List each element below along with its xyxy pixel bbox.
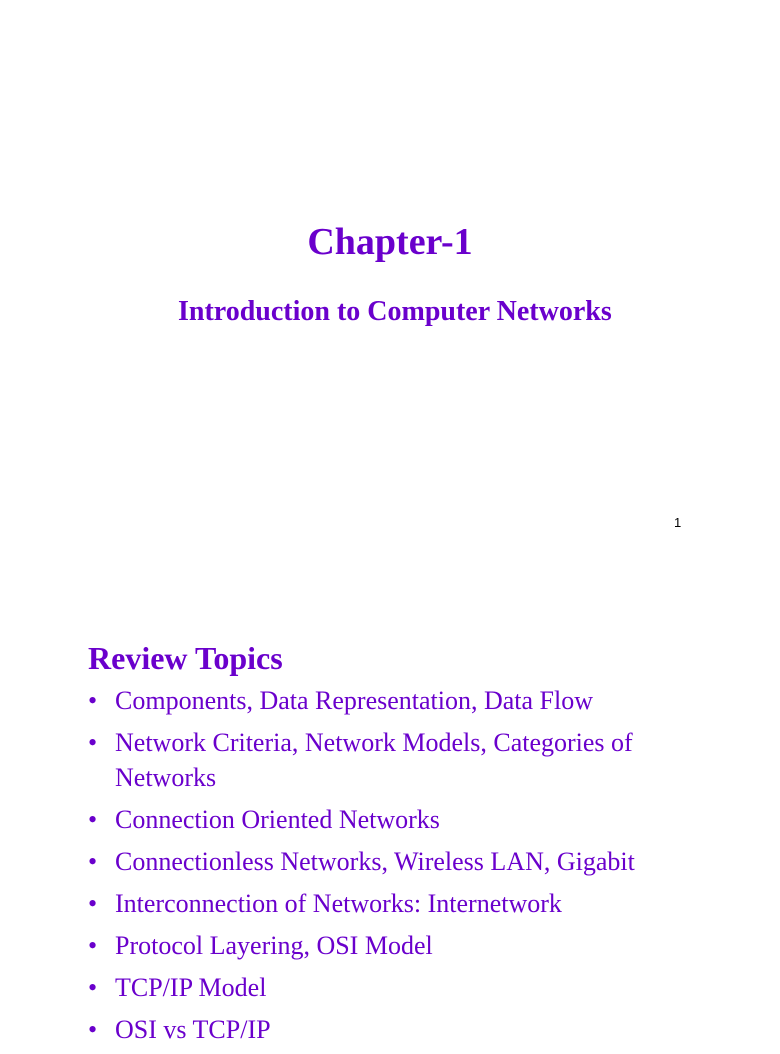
topic-text: Protocol Layering, OSI Model xyxy=(115,931,433,960)
topic-text: TCP/IP Model xyxy=(115,973,267,1002)
list-item xyxy=(88,844,728,879)
bullet-icon: • xyxy=(88,686,98,715)
list-item xyxy=(88,802,728,837)
list-item xyxy=(88,886,728,921)
topic-text: Interconnection of Networks: Internetwork xyxy=(115,889,562,918)
list-item xyxy=(88,683,728,718)
topic-text: OSI vs TCP/IP xyxy=(115,1015,271,1044)
page-number: 1 xyxy=(674,515,682,530)
topic-text: Connection Oriented Networks xyxy=(115,805,440,834)
chapter-subtitle: Introduction to Computer Networks xyxy=(178,296,612,327)
chapter-title: Chapter-1 xyxy=(307,221,473,263)
list-item xyxy=(88,928,728,963)
bullet-icon: • xyxy=(88,805,98,834)
bullet-icon: • xyxy=(88,973,98,1002)
bullet-icon: • xyxy=(88,847,98,876)
list-item xyxy=(88,970,728,1005)
topic-text: Network Criteria, Network Models, Categories of Networks xyxy=(115,728,633,792)
bullet-icon: • xyxy=(88,931,98,960)
review-topics-slide xyxy=(0,576,768,1044)
topic-text: Components, Data Representation, Data Flow xyxy=(115,686,594,715)
bullet-icon: • xyxy=(88,889,98,918)
topic-list xyxy=(88,683,728,1054)
bullet-icon: • xyxy=(88,728,98,757)
review-topics-heading: Review Topics xyxy=(88,640,283,676)
list-item xyxy=(88,1012,728,1047)
topic-text: Connectionless Networks, Wireless LAN, Gigabit xyxy=(115,847,635,876)
bullet-icon: • xyxy=(88,1015,98,1044)
list-item xyxy=(88,725,728,795)
